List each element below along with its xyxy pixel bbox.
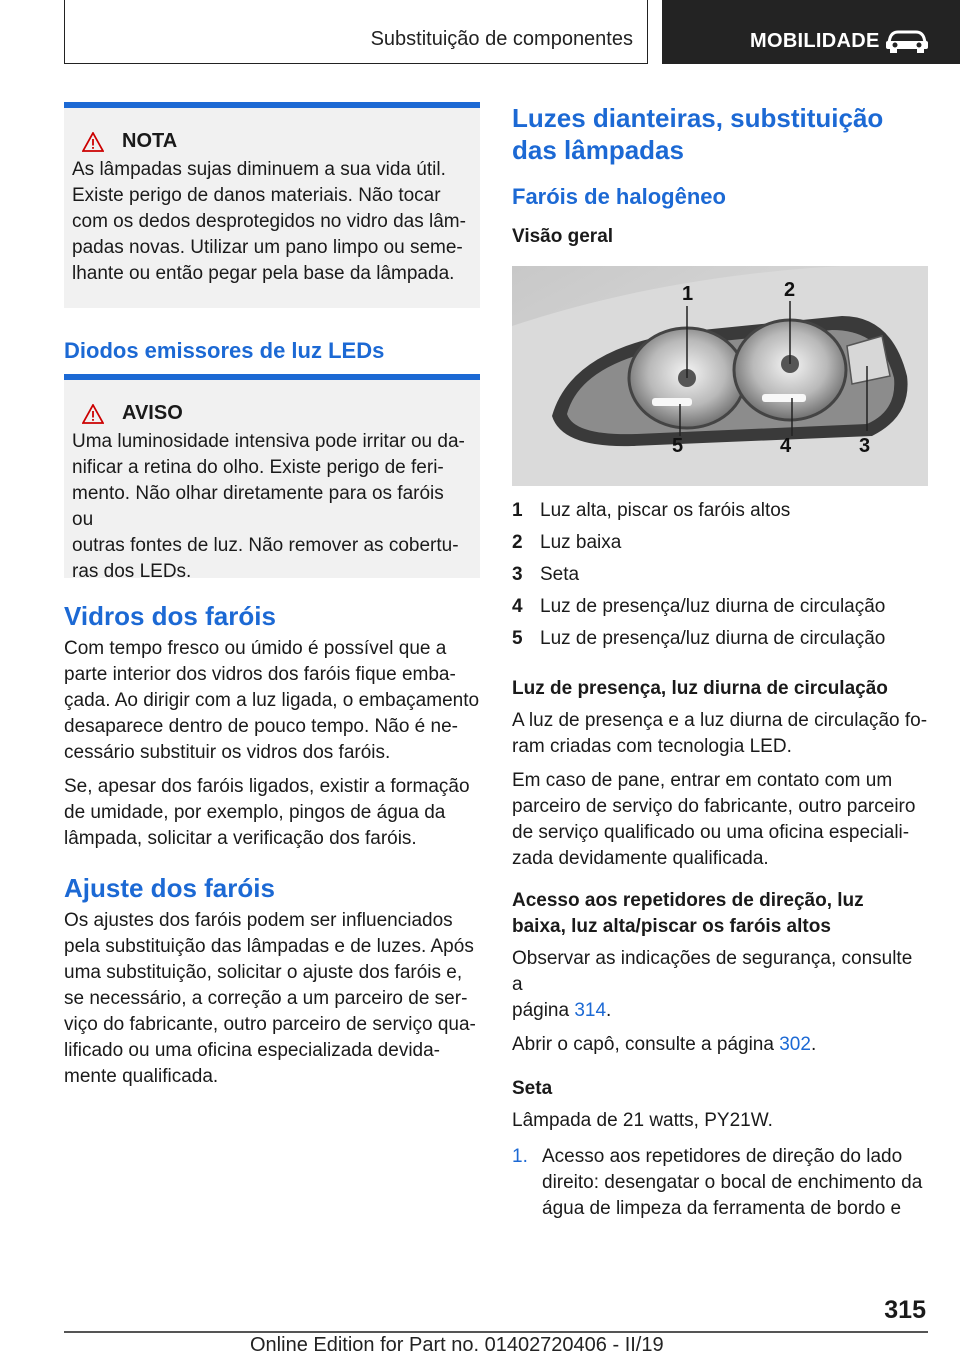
main-heading: Luzes dianteiras, substituição das lâmpadas — [512, 103, 884, 165]
nota-text: As lâmpadas sujas diminuem a sua vida útil. Existe perigo de danos materiais. Não tocar com os dedos desprotegidos no vidro das lâm- padas novas. Utilizar um pano limpo ou seme- lhante ou então pegar pela base da lâmpada. — [72, 159, 466, 284]
aviso-text: Uma luminosidade intensiva pode irritar ou da- nificar a retina do olho. Existe perigo de feri- mento. Não olhar diretamente para os faróis ou outras fontes de luz. Não remover as cobertu- ras dos LEDs. — [72, 431, 465, 582]
acesso-heading: Acesso aos repetidores de direção, luz baixa, luz alta/piscar os faróis altos — [512, 890, 864, 937]
aviso-box — [64, 374, 480, 582]
page-link-302[interactable]: 302 — [779, 1034, 811, 1055]
left-column — [64, 102, 480, 1090]
warning-triangle-icon — [82, 132, 104, 152]
acesso-paragraph-2: Abrir o capô, consulte a página 302. — [512, 1034, 817, 1055]
footer-edition: Online Edition for Part no. 01402720406 - II/19 — [250, 1334, 664, 1356]
figure-label-4: 4 — [780, 435, 792, 457]
header-section-title: Substituição de componentes — [370, 28, 633, 50]
step-text: Acesso aos repetidores de direção do lado direito: desengatar o bocal de enchimento da água de limpeza da ferramenta de bordo e — [542, 1146, 923, 1219]
legend-item: 2 Luz baixa — [512, 532, 622, 553]
leds-heading: Diodos emissores de luz LEDs — [64, 338, 385, 363]
header-chapter-title: MOBILIDADE — [750, 30, 880, 52]
overview-heading: Visão geral — [512, 226, 614, 247]
presenca-paragraph-2: Em caso de pane, entrar em contato com um parceiro de serviço do fabricante, outro parceiro de serviço qualificado ou uma oficina especiali- zada devidamente qualificada. — [512, 770, 916, 869]
vidros-paragraph-2: Se, apesar dos faróis ligados, existir a formação de umidade, por exemplo, pingos de água da lâmpada, solicitar a verificação dos faróis. — [64, 776, 470, 849]
ajuste-heading: Ajuste dos faróis — [64, 873, 275, 903]
halogen-heading: Faróis de halogêneo — [512, 184, 726, 209]
nota-title: NOTA — [122, 130, 178, 152]
seta-heading: Seta — [512, 1078, 553, 1099]
figure-label-1: 1 — [682, 283, 694, 305]
right-column — [512, 102, 928, 1222]
warning-triangle-icon — [82, 404, 104, 424]
headlight-illustration — [512, 266, 928, 486]
legend-item: 4 Luz de presença/luz diurna de circulação — [512, 596, 886, 617]
presenca-heading: Luz de presença, luz diurna de circulação — [512, 678, 888, 699]
presenca-paragraph-1: A luz de presença e a luz diurna de circulação fo- ram criadas com tecnologia LED. — [512, 710, 928, 757]
page-link-314[interactable]: 314 — [574, 1000, 607, 1021]
acesso-paragraph-1: Observar as indicações de segurança, consulte a página 314. — [512, 948, 913, 1021]
figure-label-2: 2 — [784, 279, 796, 301]
headlight-figure — [512, 266, 928, 486]
legend-item: 3 Seta — [512, 564, 580, 585]
legend-list — [512, 498, 928, 658]
legend-item: 1 Luz alta, piscar os faróis altos — [512, 500, 791, 521]
header-section-box — [64, 0, 648, 64]
seta-paragraph: Lâmpada de 21 watts, PY21W. — [512, 1110, 773, 1131]
legend-item: 5 Luz de presença/luz diurna de circulação — [512, 628, 886, 649]
page-number: 315 — [884, 1296, 926, 1324]
nota-box — [64, 102, 480, 308]
figure-label-5: 5 — [672, 435, 684, 457]
ajuste-paragraph: Os ajustes dos faróis podem ser influenciados pela substituição das lâmpadas e de luzes. Após uma substituição, solicitar o ajuste dos faróis e, se necessário, a correção a um parceiro de ser- viço do fabricante, outro parceiro de serviço qua- lificado ou uma oficina especializada devida- mente qualificada. — [64, 910, 476, 1087]
vidros-heading: Vidros dos faróis — [64, 601, 276, 631]
figure-label-3: 3 — [859, 435, 871, 457]
aviso-title: AVISO — [122, 402, 183, 424]
header-chapter-box — [662, 0, 960, 64]
footer-divider — [64, 1331, 928, 1333]
step-item — [512, 1144, 928, 1222]
step-number: 1. — [512, 1146, 528, 1167]
car-icon — [884, 28, 930, 54]
vidros-paragraph-1: Com tempo fresco ou úmido é possível que a parte interior dos vidros dos faróis fique emba- çada. Ao dirigir com a luz ligada, o embaçamento desaparece dentro de pouco tempo. Não é ne- cessário substituir os vidros dos faróis. — [64, 638, 480, 763]
